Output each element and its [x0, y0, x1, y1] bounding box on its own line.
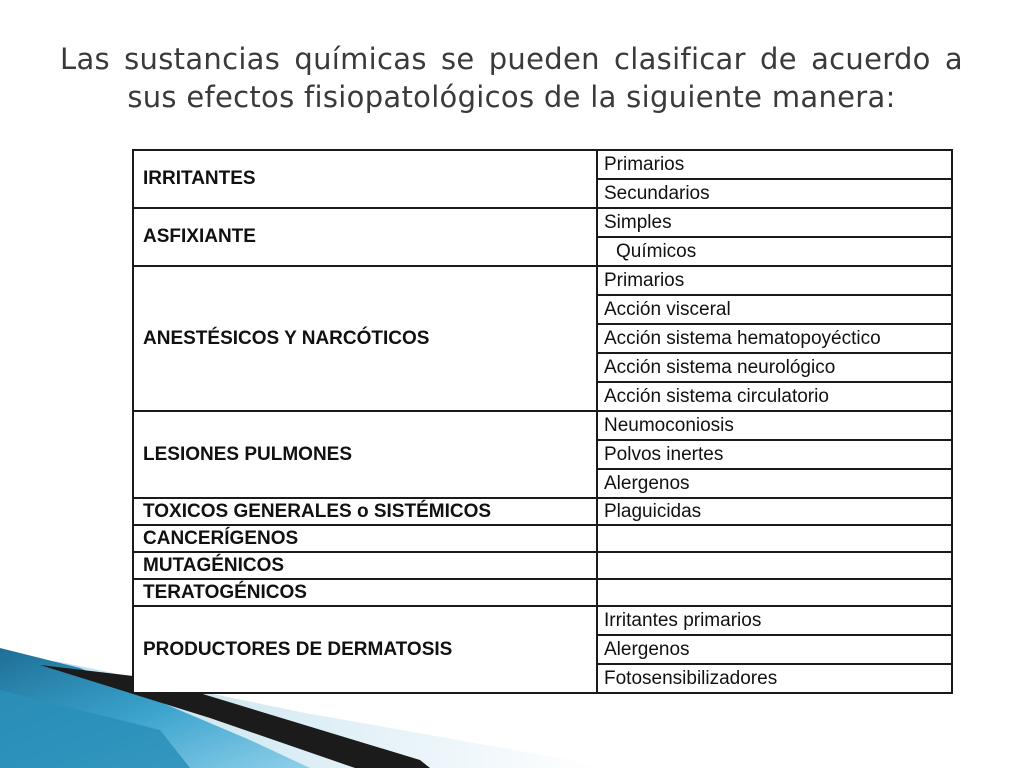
category-cell: ANESTÉSICOS Y NARCÓTICOS: [133, 266, 597, 411]
subtype-cell: Acción sistema hematopoyéctico: [597, 324, 952, 353]
category-cell: PRODUCTORES DE DERMATOSIS: [133, 606, 597, 693]
table-row: [133, 606, 952, 635]
category-cell: ASFIXIANTE: [133, 208, 597, 266]
table-row: [133, 498, 952, 525]
table-row: [133, 552, 952, 579]
table-row: [133, 525, 952, 552]
subtype-cell: Acción visceral: [597, 295, 952, 324]
subtype-cell: Fotosensibilizadores: [597, 664, 952, 693]
category-cell: CANCERÍGENOS: [133, 525, 597, 552]
category-cell: TERATOGÉNICOS: [133, 579, 597, 606]
subtype-cell: [597, 579, 952, 606]
table-row: [133, 411, 952, 440]
table-row: [133, 150, 952, 179]
slide-title: Las sustancias químicas se pueden clasificar de acuerdo a sus efectos fisiopatológicos de la siguiente manera:: [60, 42, 963, 114]
subtype-cell: Irritantes primarios: [597, 606, 952, 635]
subtype-cell: [597, 552, 952, 579]
table-row: [133, 208, 952, 237]
classification-table: [132, 149, 953, 694]
subtype-cell: Plaguicidas: [597, 498, 952, 525]
category-cell: MUTAGÉNICOS: [133, 552, 597, 579]
subtype-cell: Acción sistema circulatorio: [597, 382, 952, 411]
subtype-cell: [597, 525, 952, 552]
subtype-cell: Secundarios: [597, 179, 952, 208]
subtype-cell: Primarios: [597, 266, 952, 295]
table-row: [133, 579, 952, 606]
subtype-cell: Químicos: [597, 237, 952, 266]
subtype-cell: Alergenos: [597, 469, 952, 498]
subtype-cell: Primarios: [597, 150, 952, 179]
subtype-cell: Alergenos: [597, 635, 952, 664]
subtype-cell: Acción sistema neurológico: [597, 353, 952, 382]
category-cell: IRRITANTES: [133, 150, 597, 208]
category-cell: LESIONES PULMONES: [133, 411, 597, 498]
table-row: [133, 266, 952, 295]
subtype-cell: Polvos inertes: [597, 440, 952, 469]
subtype-cell: Simples: [597, 208, 952, 237]
category-cell: TOXICOS GENERALES o SISTÉMICOS: [133, 498, 597, 525]
subtype-cell: Neumoconiosis: [597, 411, 952, 440]
